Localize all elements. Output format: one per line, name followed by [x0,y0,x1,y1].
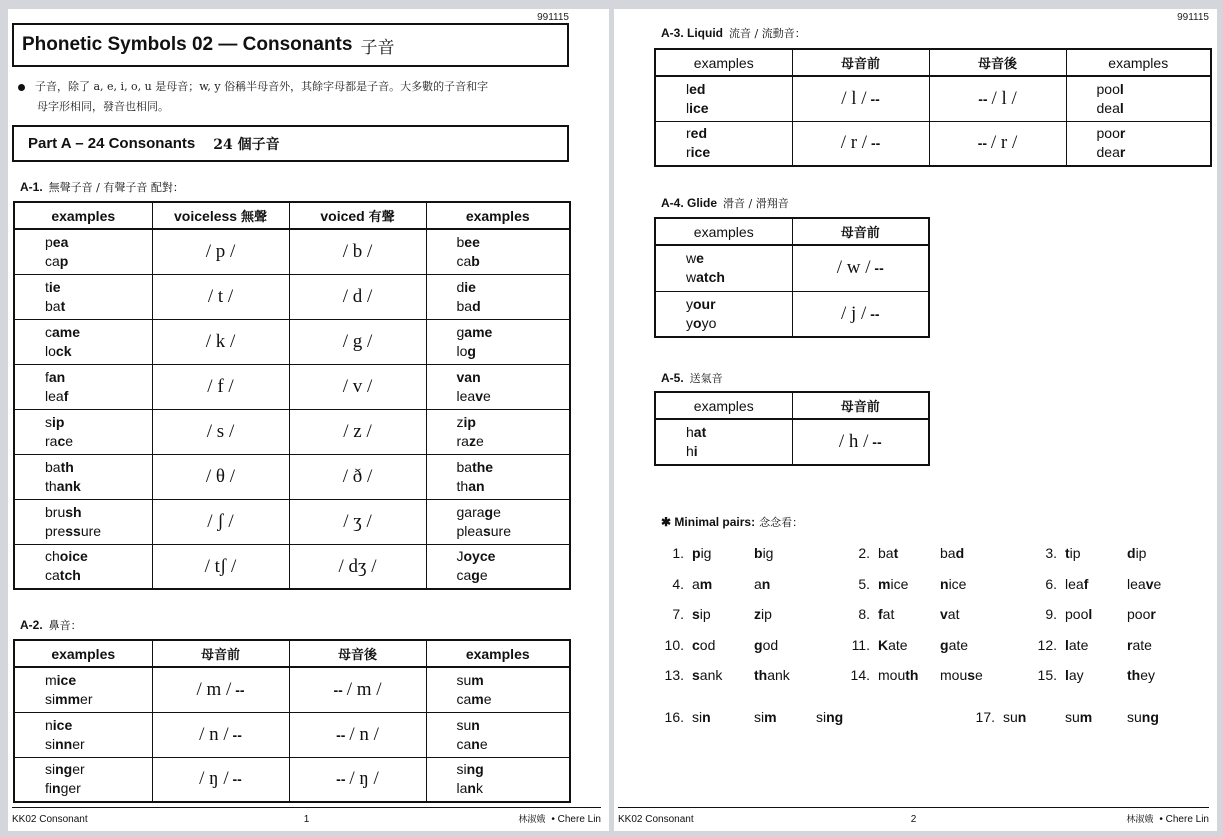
minimal-pair-item [842,545,1002,561]
header-examples: examples [1066,49,1211,76]
ipa-symbol: / t / [207,286,234,307]
table-row [14,319,570,364]
ipa-symbol: / ŋ / [199,768,229,790]
pair-word: Kate [878,637,908,653]
example-word: van [456,368,481,385]
examples-cell [14,409,152,454]
table-row [14,667,570,712]
section-a3-chinese: 流音 / 流動音： [729,27,806,40]
example-word: mice [45,671,77,688]
minimal-pair-item [1029,545,1189,561]
examples-cell [426,319,570,364]
ipa-symbol: / n / [349,723,379,745]
pair-word: sung [1127,709,1159,725]
minimal-pair-item [842,637,1002,653]
title-chinese: 子音 [360,37,395,58]
pair-word: thank [754,667,790,683]
before-vowel-cell: / w / -- [792,245,929,291]
voiced-symbol-cell [289,364,426,409]
example-word: bee [456,233,480,250]
pair-word: rate [1127,637,1152,653]
example-word: catch [45,567,81,584]
pair-word: sim [754,709,777,725]
page-number: 1 [303,814,310,825]
footer-doc-name: KK02 Consonant [618,814,694,825]
pair-word: vat [940,606,960,622]
minimal-pair-item [656,709,843,725]
example-word: raze [456,432,484,449]
pair-number: 7. [672,606,684,622]
example-word: than [456,477,485,494]
ipa-symbol: / j / [840,302,867,324]
pair-number: 14. [850,667,870,683]
pair-word: lay [1065,667,1084,683]
header-voiced: voiced 有聲 [289,202,426,229]
section-a3-title: A-3. Liquid [661,26,723,40]
ipa-symbol: / tʃ / [204,555,237,577]
pair-word: poor [1127,606,1156,622]
pair-number: 3. [1045,545,1057,561]
pair-word: gate [940,637,969,653]
example-word: choice [45,548,88,565]
table-row [14,274,570,319]
document-id: 991115 [1177,12,1209,23]
pair-number: 13. [664,667,684,683]
ipa-symbol: / p / [205,241,236,263]
pair-word: bad [940,545,965,561]
header-examples: examples [655,392,792,419]
pair-word: nice [940,576,967,592]
pair-word: sank [692,667,723,683]
examples-cell [14,757,152,802]
pair-word: pool [1065,606,1093,622]
section-a4-chinese: 滑音 / 滑翔音 [723,197,789,210]
example-word: sinner [45,735,85,752]
examples-cell [14,319,152,364]
footer-author: 林淑娥 • Chere Lin [518,814,601,825]
pair-word: bat [878,545,899,561]
pair-number: 16. [664,709,684,725]
before-vowel-cell: / m / -- [152,667,289,712]
section-a4-title: A-4. Glide [661,196,718,210]
table-a5-aspirate [654,391,930,466]
table-row [14,757,570,802]
pair-number: 15. [1037,667,1057,683]
pair-word: zip [754,606,772,622]
pair-number: 6. [1045,576,1057,592]
before-vowel-cell: / l / -- [792,76,929,121]
example-word: simmer [45,690,93,707]
examples-cell [14,454,152,499]
after-vowel-cell: -- / m / [289,667,426,712]
example-word: tie [45,278,61,295]
example-word: came [456,690,492,707]
examples-cell [14,499,152,544]
examples-cell [426,454,570,499]
examples-cell [14,364,152,409]
pair-number: 8. [858,606,870,622]
example-word: watch [686,269,725,286]
document-id: 991115 [537,12,569,23]
before-vowel-cell: / h / -- [792,419,929,465]
example-word: rice [686,144,711,161]
voiced-symbol-cell [289,274,426,319]
ipa-symbol: / ð / [342,466,373,487]
ipa-symbol: / dʒ / [338,555,377,577]
pair-number: 1. [672,545,684,561]
examples-cell [426,409,570,454]
after-vowel-cell: -- / r / [929,121,1066,166]
table-a4-glides [654,217,930,338]
example-word: bat [45,297,66,314]
pair-number: 9. [1045,606,1057,622]
example-word: dear [1096,144,1126,161]
voiced-symbol-cell [289,409,426,454]
pair-word: god [754,637,779,653]
pair-word: sin [692,709,711,725]
example-word: leaf [45,387,69,404]
pair-word: pig [692,545,712,561]
example-word: deal [1096,99,1124,116]
example-word: sip [45,413,65,430]
section-a5-label [661,370,723,386]
header-examples: examples [14,202,152,229]
pair-number: 10. [664,637,684,653]
header-voiceless: voiceless 無聲 [152,202,289,229]
star-icon: ✱ [661,515,672,529]
pair-word: sum [1065,709,1093,725]
minimal-pair-item [656,606,816,622]
pair-word: tip [1065,545,1081,561]
example-word: red [686,125,708,142]
minimal-pairs-heading [661,514,803,530]
example-word: sun [456,716,480,733]
minimal-pair-item [967,709,1159,725]
voiced-symbol-cell [289,319,426,364]
example-word: die [456,278,476,295]
ipa-symbol: / l / [991,87,1017,109]
minimal-pair-item [656,545,816,561]
example-word: brush [45,503,82,520]
example-word: bad [456,297,481,314]
example-word: garage [456,503,501,520]
minimal-pairs-title: Minimal pairs: [674,515,756,529]
minimal-pair-item [1029,576,1189,592]
pair-word: sing [816,709,844,725]
before-vowel-cell: / n / -- [152,712,289,757]
ipa-symbol: / f / [207,376,234,397]
minimal-pair-item [656,667,816,683]
intro-paragraph [18,77,568,117]
examples-cell [1066,121,1211,166]
table-row [655,291,929,337]
intro-line-1: 子音，除了 a, e, i, o, u 是母音；w, y 俗稱半母音外，其餘字母都是子音。大多數的子音和字 [35,80,489,93]
example-word: game [456,323,493,340]
example-word: cane [456,735,488,752]
table-row [14,454,570,499]
header-before-vowel: 母音前 [792,218,929,245]
pair-word: late [1065,637,1089,653]
ipa-symbol: / ŋ / [349,768,379,790]
examples-cell [426,364,570,409]
footer-author: 林淑娥 • Chere Lin [1126,814,1209,825]
minimal-pair-item [656,637,816,653]
minimal-pair-item [656,576,816,592]
after-vowel-cell: -- / l / [929,76,1066,121]
page-footer [618,807,1209,825]
after-vowel-cell: -- / n / [289,712,426,757]
title-english: Phonetic Symbols 02 — Consonants [22,34,353,55]
example-word: thank [45,477,81,494]
example-word: pool [1096,80,1124,97]
example-word: poor [1096,125,1126,142]
pair-word: big [754,545,774,561]
example-word: led [686,80,706,97]
section-a4-label [661,195,789,211]
examples-cell [655,419,792,465]
minimal-pair-item [842,576,1002,592]
ipa-symbol: / v / [342,376,373,397]
example-word: hi [686,443,698,459]
examples-cell [14,712,152,757]
voiceless-symbol-cell [152,274,289,319]
examples-cell [14,544,152,589]
page-1 [8,9,609,831]
header-before-vowel: 母音前 [792,49,929,76]
pair-number: 5. [858,576,870,592]
section-a2-chinese: 鼻音： [48,619,82,632]
table-row [14,499,570,544]
example-word: finger [45,780,81,797]
header-before-vowel: 母音前 [152,640,289,667]
header-examples: examples [426,640,570,667]
header-examples: examples [655,218,792,245]
pair-number: 2. [858,545,870,561]
example-word: Joyce [456,548,496,565]
examples-cell [426,757,570,802]
before-vowel-cell: / ŋ / -- [152,757,289,802]
header-after-vowel: 母音後 [289,640,426,667]
voiced-symbol-cell [289,229,426,274]
section-a2-number: A-2. [20,618,43,632]
example-word: bathe [456,458,494,475]
example-word: lice [686,99,709,116]
example-word: pea [45,233,69,250]
pair-word: mouse [940,667,983,683]
table-header-row [655,392,929,419]
pair-word: leaf [1065,576,1089,592]
voiceless-symbol-cell [152,454,289,499]
ipa-symbol: / w / [836,257,871,279]
table-row [14,544,570,589]
bullet-icon [18,84,25,91]
ipa-symbol: / ʒ / [343,511,372,532]
voiceless-symbol-cell [152,319,289,364]
table-row [655,245,929,291]
examples-cell [14,667,152,712]
ipa-symbol: / d / [342,286,373,307]
ipa-symbol: / h / [838,431,869,452]
examples-cell [426,667,570,712]
example-word: leave [456,387,491,404]
pair-word: dip [1127,545,1147,561]
example-word: nice [45,716,73,733]
ipa-symbol: / r / [990,132,1018,154]
ipa-symbol: / b / [342,241,373,263]
example-word: came [45,323,81,340]
page-footer [12,807,601,825]
examples-cell [1066,76,1211,121]
before-vowel-cell: / j / -- [792,291,929,337]
header-after-vowel: 母音後 [929,49,1066,76]
pair-word: cod [692,637,716,653]
ipa-symbol: / g / [342,331,373,352]
example-word: zip [456,413,476,430]
example-word: log [456,342,476,359]
example-word: your [686,295,716,312]
pair-word: leave [1127,576,1162,592]
voiceless-symbol-cell [152,364,289,409]
section-a3-label [661,25,806,41]
section-a1-number: A-1. [20,180,43,194]
ipa-symbol: / θ / [205,466,236,487]
page-number: 2 [910,814,917,825]
example-word: we [686,250,704,267]
ipa-symbol: / r / [840,132,868,154]
pair-number: 17. [975,709,995,725]
voiceless-symbol-cell [152,229,289,274]
ipa-symbol: / ʃ / [207,511,234,532]
examples-cell [426,274,570,319]
page-2 [614,9,1217,831]
table-row [14,712,570,757]
table-a1-voiceless-voiced [13,201,571,590]
ipa-symbol: / m / [346,678,382,700]
intro-line-2: 母字形相同，發音也相同。 [37,100,169,113]
examples-cell [14,274,152,319]
table-row [655,76,1211,121]
table-header-row [655,218,929,245]
table-header-row [14,640,570,667]
pair-word: an [754,576,771,592]
examples-cell [655,121,792,166]
header-examples: examples [655,49,792,76]
voiced-symbol-cell [289,454,426,499]
pair-word: mouth [878,667,919,683]
voiceless-symbol-cell [152,499,289,544]
table-row [14,364,570,409]
pair-word: am [692,576,713,592]
examples-cell [426,712,570,757]
footer-doc-name: KK02 Consonant [12,814,88,825]
ipa-symbol: / l / [841,87,867,109]
table-row [14,229,570,274]
header-examples: examples [14,640,152,667]
minimal-pair-item [1029,606,1189,622]
example-word: sing [456,761,484,778]
ipa-symbol: / s / [206,421,235,442]
voiced-symbol-cell [289,544,426,589]
header-examples: examples [426,202,570,229]
section-a5-number: A-5. [661,371,684,385]
table-header-row [14,202,570,229]
minimal-pair-item [1029,667,1189,683]
examples-cell [426,544,570,589]
examples-cell [655,291,792,337]
table-header-row [655,49,1211,76]
example-word: cage [456,567,488,584]
section-a1-label [20,179,184,195]
examples-cell [655,76,792,121]
ipa-symbol: / k / [205,331,236,352]
minimal-pair-item [1029,637,1189,653]
example-word: cab [456,252,480,269]
part-heading-chinese: 24 個子音 [213,136,280,153]
pair-word: mice [878,576,909,592]
example-word: lank [456,780,483,797]
section-a1-chinese: 無聲子音 / 有聲子音 配對： [48,181,184,194]
example-word: pleasure [456,522,511,539]
pair-word: they [1127,667,1156,683]
examples-cell [426,499,570,544]
before-vowel-cell: / r / -- [792,121,929,166]
example-word: race [45,432,74,449]
table-row [655,419,929,465]
ipa-symbol: / n / [199,723,229,745]
example-word: yoyo [686,314,717,331]
pair-word: sun [1003,709,1027,725]
example-word: cap [45,252,69,269]
section-a2-label [20,617,82,633]
table-row [655,121,1211,166]
header-before-vowel: 母音前 [792,392,929,419]
voiceless-symbol-cell [152,544,289,589]
example-word: singer [45,761,85,778]
example-word: hat [686,424,707,440]
example-word: fan [45,368,66,385]
pair-word: sip [692,606,711,622]
example-word: sum [456,671,484,688]
section-a5-chinese: 送氣音 [689,372,723,385]
pair-number: 12. [1037,637,1057,653]
ipa-symbol: / m / [196,678,232,700]
examples-cell [14,229,152,274]
examples-cell [426,229,570,274]
example-word: bath [45,458,74,475]
table-a3-liquids [654,48,1212,167]
pair-number: 4. [672,576,684,592]
part-heading [12,125,569,162]
table-a2-nasals [13,639,571,803]
ipa-symbol: / z / [343,421,372,442]
voiced-symbol-cell [289,499,426,544]
after-vowel-cell: -- / ŋ / [289,757,426,802]
minimal-pairs-chinese: 念念看： [759,516,804,529]
pair-number: 11. [851,637,870,653]
minimal-pair-item [842,606,1002,622]
part-heading-english: Part A – 24 Consonants [28,135,196,152]
example-word: pressure [45,522,102,539]
minimal-pair-item [842,667,1002,683]
pair-word: fat [878,606,895,622]
voiceless-symbol-cell [152,409,289,454]
examples-cell [655,245,792,291]
page-title [12,23,569,67]
example-word: lock [45,342,72,359]
table-row [14,409,570,454]
